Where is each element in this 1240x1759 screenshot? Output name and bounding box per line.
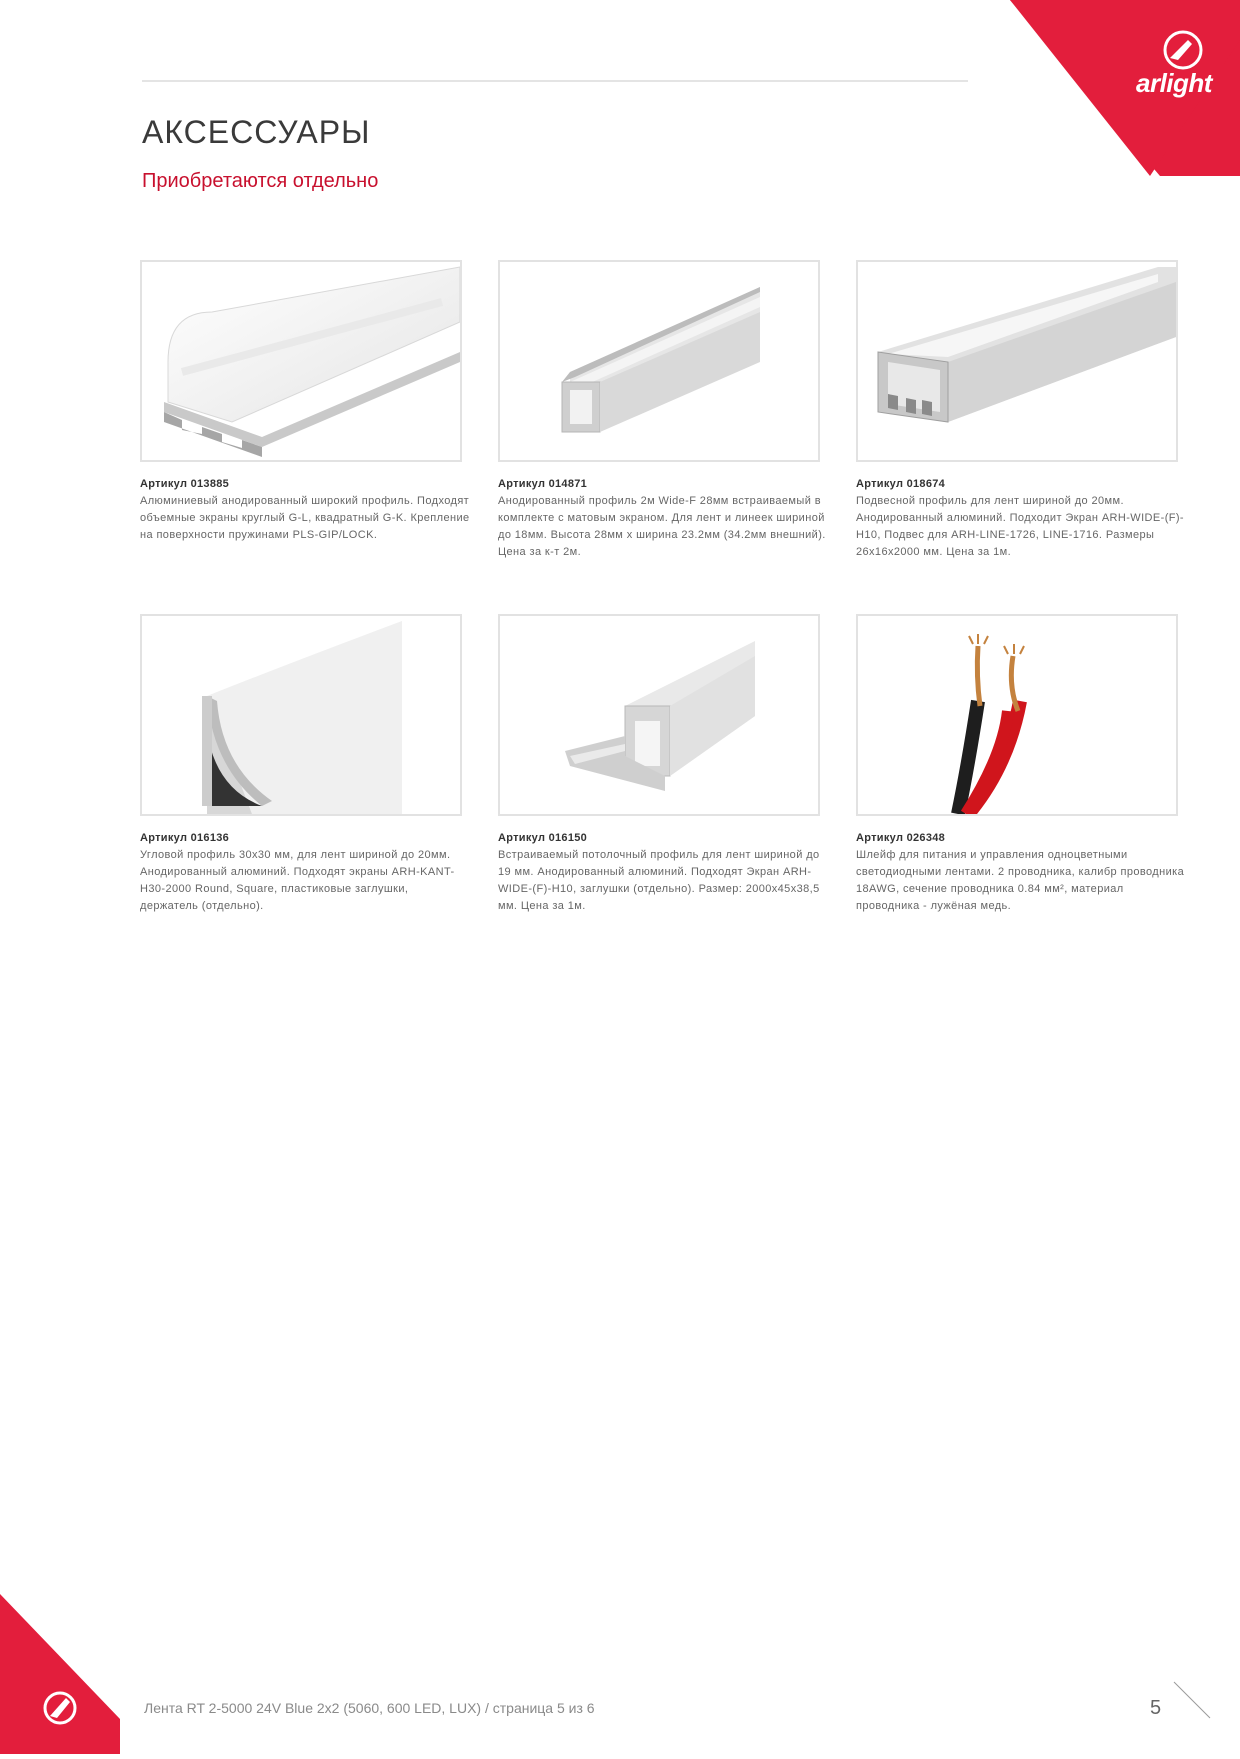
product-image-4	[140, 614, 462, 816]
product-card-6[interactable]	[856, 614, 1186, 915]
arlight-swoosh-icon	[38, 1686, 82, 1730]
product-description-1: Алюминиевый анодированный широкий профиль. Подходят объемные экраны круглый G-L, квадратный G-K. Крепление на поверхности пружинами PLS-GIP/LOCK.	[140, 495, 470, 541]
product-card-1[interactable]	[140, 260, 470, 544]
product-description-2: Анодированный профиль 2м Wide-F 28мм встраиваемый в комплекте с матовым экраном. Для лент и линеек шириной до 18мм. Высота 28мм х ширина 23.2мм (34.2мм внешний). Цена за к-т 2м.	[498, 495, 826, 558]
product-card-5[interactable]	[498, 614, 828, 915]
product-sku-2: Артикул 014871	[498, 478, 588, 490]
product-description-4: Угловой профиль 30x30 мм, для лент шириной до 20мм. Анодированный алюминий. Подходят экраны ARH-KANT-H30-2000 Round, Square, пластиковые заглушки, держатель (отдельно).	[140, 849, 455, 912]
product-card-4[interactable]	[140, 614, 470, 915]
product-sku-5: Артикул 016150	[498, 832, 588, 844]
top-divider	[142, 80, 968, 82]
product-card-2[interactable]	[498, 260, 828, 561]
footer-brand-corner	[0, 1594, 120, 1754]
product-image-1	[140, 260, 462, 462]
product-sku-3: Артикул 018674	[856, 478, 946, 490]
product-description-3: Подвесной профиль для лент шириной до 20мм. Анодированный алюминий. Подходит Экран ARH-WIDE-(F)-H10, Подвес для ARH-LINE-1726, LINE-1716. Размеры 26x16x2000 мм. Цена за 1м.	[856, 495, 1184, 558]
product-image-3	[856, 260, 1178, 462]
page-number: 5	[1150, 1697, 1162, 1719]
page-title: АКСЕССУАРЫ	[142, 114, 371, 150]
page-number-slash	[1172, 1680, 1212, 1720]
product-sku-4: Артикул 016136	[140, 832, 230, 844]
product-description-6: Шлейф для питания и управления одноцветными светодиодными лентами. 2 проводника, калибр проводника 18AWG, сечение проводника 0.84 мм², материал проводника - лужёная медь.	[856, 849, 1185, 912]
product-card-3[interactable]	[856, 260, 1186, 561]
brand-name: arlight	[1136, 68, 1212, 98]
product-image-2	[498, 260, 820, 462]
page-subtitle: Приобретаются отдельно	[142, 170, 379, 192]
brand-corner	[940, 0, 1240, 176]
product-sku-6: Артикул 026348	[856, 832, 946, 844]
footer-text: Лента RT 2-5000 24V Blue 2x2 (5060, 600 LED, LUX) / страница 5 из 6	[144, 1700, 595, 1716]
product-image-6	[856, 614, 1178, 816]
product-description-5: Встраиваемый потолочный профиль для лент шириной до 19 мм. Анодированный алюминий. Подходят Экран ARH-WIDE-(F)-H10, заглушки (отдельно). Размер: 2000x45x38,5 мм. Цена за 1м.	[498, 849, 820, 912]
product-sku-1: Артикул 013885	[140, 478, 230, 490]
product-image-5	[498, 614, 820, 816]
